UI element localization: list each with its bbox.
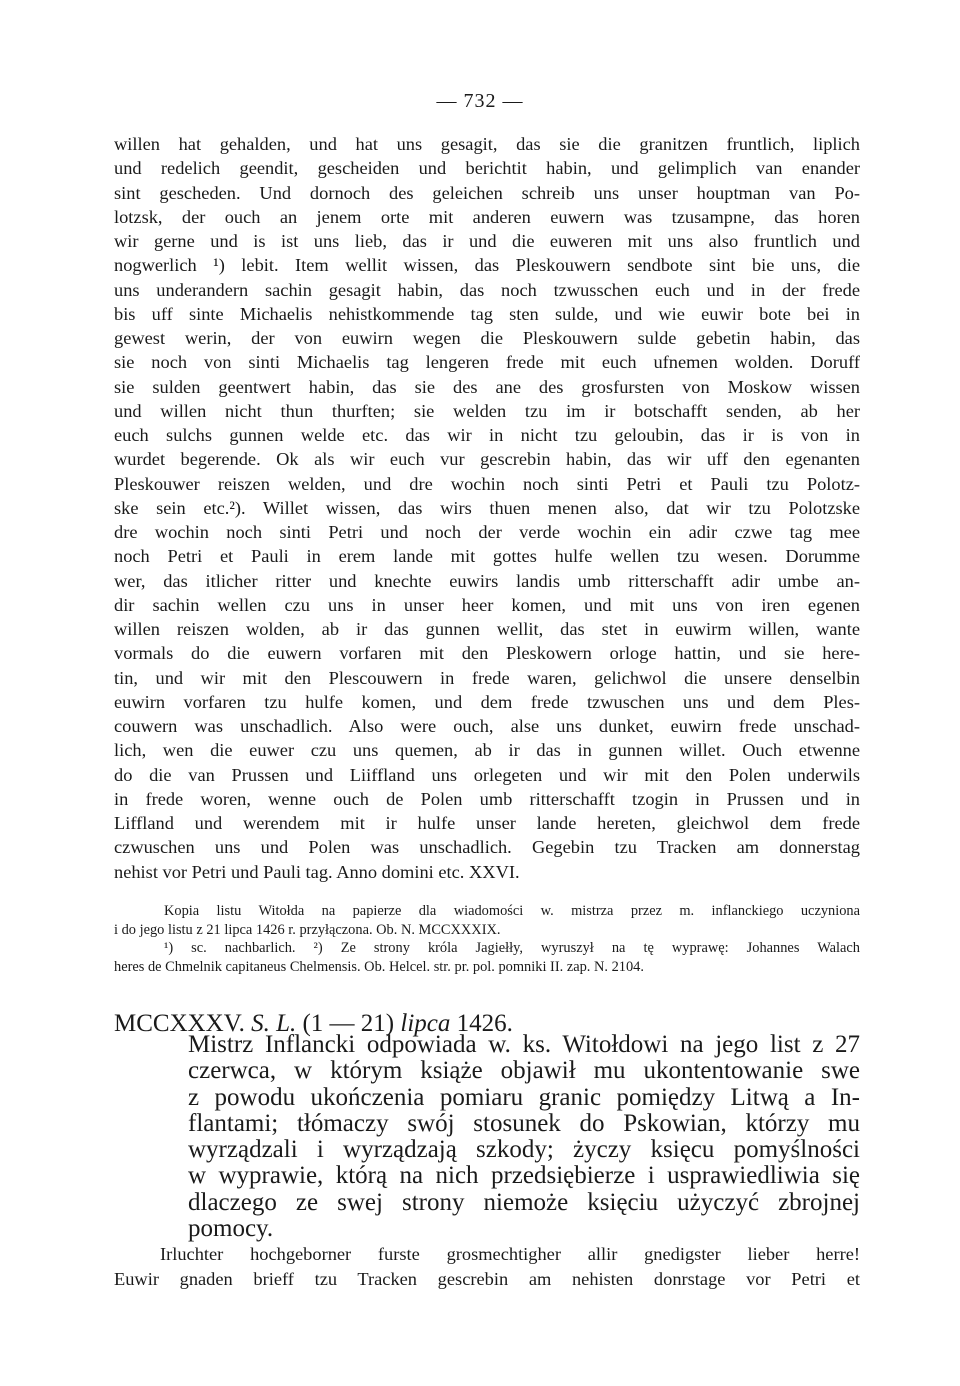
body-line: lich, wen die euwer czu uns quemen, ab ir das in gunnen willet. Ouch etwenne	[114, 740, 860, 761]
body-line: uns underandern sachin gesagit habin, das noch tzwusschen euch und in der frede	[114, 279, 860, 300]
body-line: euwirn vorfaren tzu hulfe komen, und dem frede tzwuschen uns und dem Ples-	[114, 691, 860, 712]
body-line: bis uff sinte Michaelis nehistkommende tag sten sulde, und wie euwir bote bei in	[114, 303, 860, 324]
summary-line: z powodu ukończenia pomiaru granic pomiędzy Litwą a In-	[188, 1083, 860, 1111]
body-line: dre wochin noch sinti Petri und noch der verde wochin ein adir czwe tag mee	[114, 522, 860, 542]
body-line: wir gerne und is ist uns lieb, das ir und die euweren mit uns also fruntlich und	[114, 231, 860, 251]
body-line: lotzsk, der ouch an jenem orte mit anderen euwern was tzusampne, das horen	[114, 206, 860, 227]
body-line: gewest werin, der von euwirn wegen die Pleskouwern sulde gebetin habin, das	[114, 328, 860, 348]
summary-line: czerwca, w którym książe objawił mu ukontentowanie swe	[188, 1057, 860, 1085]
source-note-line: Kopia listu Witołda na papierze dla wiadomości w. mistrza przez m. inflanckiego uczyniona	[164, 903, 860, 919]
summary-line: pomocy.	[188, 1215, 274, 1243]
body-line: und redelich geendit, gescheiden und berichtit habin, und gelimplich van enander	[114, 158, 860, 179]
document-month: lipca	[400, 1010, 451, 1037]
body-line: sie sulden geentwert habin, das sie des ane des grosfursten von Moskow wissen	[114, 376, 860, 397]
summary-line: Mistrz Inflancki odpowiada w. ks. Witołdowi na jego list z 27	[188, 1031, 860, 1058]
body-line: willen reiszen wolden, ab ir das gunnen wellit, das stet in euwirm willen, wante	[114, 619, 860, 639]
document-date-range: (1 — 21)	[302, 1010, 395, 1037]
body-line: couwern was unschadlich. Also were ouch, alse uns dunket, euwirn frede unschad-	[114, 716, 860, 736]
body-line: tin, und wir mit den Plescouwern in frede waren, gelichwol die unsere denselbin	[114, 667, 860, 688]
body-line: wer, das itlicher ritter und knechte euwirs landis umb ritterschafft adir umbe an-	[114, 570, 860, 591]
source-note-line: i do jego listu z 21 lipca 1426 r. przyłączona. Ob. N. MCCXXXIX.	[114, 921, 501, 938]
body-line: nogwerlich ¹) lebit. Item wellit wissen, das Pleskouwern sendbote sint bie uns, die	[114, 255, 860, 276]
document-year: 1426.	[456, 1010, 513, 1037]
body-line: und willen nicht thun thurften; sie welden tzu im ir botschafft senden, ab her	[114, 400, 860, 421]
footnote-line: heres de Chmelnik capitaneus Chelmensis. Ob. Helcel. str. pr. pol. pomniki II. zap. N. 2104.	[114, 958, 644, 975]
summary-line: w wyprawie, którą na nich przedsiębierze i usprawiedliwia się	[188, 1162, 860, 1190]
summary-line: wyrządzali i wyrządzają szkody; życzy księcu pomyślności	[188, 1136, 860, 1164]
summary-line: flantami; tłómaczy swój stosunek do Pskowian, którzy mu	[188, 1109, 860, 1137]
summary-line: dlaczego ze swej strony niemoże księciu użyczyć zbrojnej	[188, 1188, 860, 1216]
body-line: do die van Prussen und Liiffland uns orlegeten und wir mit den Polen underwils	[114, 764, 860, 785]
body-line: czwuschen uns und Polen was unschadlich. Gegebin tzu Tracken am donnerstag	[114, 837, 860, 858]
body-line: euch sulchs gunnen welde etc. das wir in nicht tzu geloubin, das ir is von in	[114, 425, 860, 445]
letter-body	[114, 132, 860, 884]
body-line: in frede woren, wenne ouch de Polen umb ritterschafft tzogin in Prussen und in	[114, 788, 860, 809]
body-line: sie noch von sinti Michaelis tag lengeren frede mit euch ufnemen wolden. Doruff	[114, 352, 860, 373]
body-line: willen hat gehalden, und hat uns gesagit, das sie die granitzen fruntlich, liplich	[114, 134, 860, 154]
letter-line: Irluchter hochgeborner furste grosmechtigher allir gnedigster lieber herre!	[160, 1244, 860, 1264]
document-place: S. L.	[251, 1010, 297, 1037]
body-line: nehist vor Petri und Pauli tag. Anno domini etc. XXVI.	[114, 861, 520, 882]
letter-opening	[114, 1242, 860, 1292]
body-line: Liffland und werendem mit ir hulfe unser lande hereten, gleichwol dem frede	[114, 813, 860, 833]
letter-line: Euwir gnaden brieff tzu Tracken gescrebin am nehisten donrstage vor Petri et	[114, 1269, 860, 1289]
footnote-line: ¹) sc. nachbarlich. ²) Ze strony króla Jagiełły, wyruszył na tę wyprawę: Johannes Walach	[164, 940, 860, 956]
body-line: ske sein etc.²). Willet wissen, das wirs thuen menen also, dat wir tzu Polotzske	[114, 497, 860, 518]
body-line: vormals do die euwern vorfaren mit den Pleskowern orloge hattin, und sie here-	[114, 643, 860, 664]
body-line: dir sachin wellen czu uns in unser heer komen, und mit uns von iren egenen	[114, 594, 860, 615]
body-line: wurdet begerende. Ok als wir euch vur gescrebin habin, das wir uff den egenanten	[114, 449, 860, 470]
body-line: Pleskouwer reiszen welden, und dre wochin noch sinti Petri et Pauli tzu Polotz-	[114, 473, 860, 494]
page-number: — 732 —	[436, 90, 524, 112]
body-line: noch Petri et Pauli in erem lande mit gottes hulfe wellen tzu wesen. Dorumme	[114, 546, 860, 567]
editorial-notes	[114, 902, 860, 976]
document-number: MCCXXXV.	[114, 1010, 245, 1037]
document-summary	[188, 1032, 860, 1242]
body-line: sint gescheden. Und dornoch des geleichen schreib uns unser houptman van Po-	[114, 182, 860, 203]
